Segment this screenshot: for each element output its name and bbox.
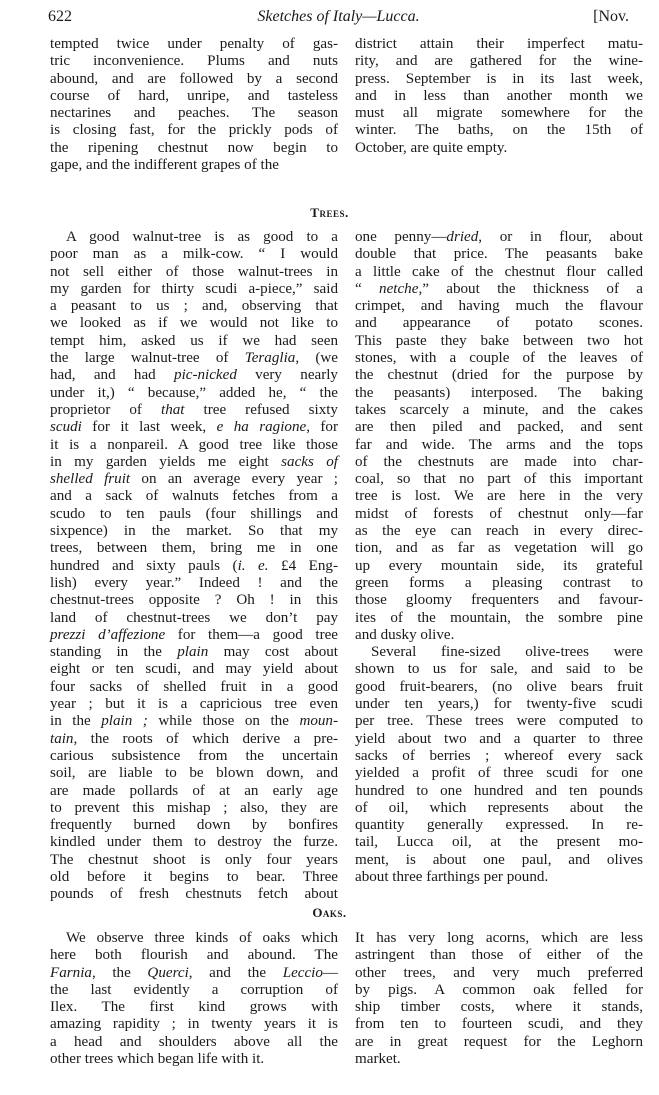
text-line: must all migrate somewhere for the [355,105,643,122]
text-line: shown to us for sale, and said to be [355,661,643,678]
text-line: amazing rapidity ; in twenty years it is [50,1016,338,1033]
text-line: trees, between them, bring me in one [50,540,338,557]
text-line: astringent than those of either of the [355,947,643,964]
text-line: and in less than another month we [355,87,643,104]
text-line: those gloomy frequenters and favour- [355,592,643,609]
text-line: the peasants) interposed. The baking [355,384,643,401]
text-line: good fruit-bearers, (no olive bears fruit [355,678,643,695]
text-line: “ netche,” about the thickness of a [355,280,643,297]
running-title: Sketches of Italy—Lucca. [257,8,420,25]
text-line: October, are quite empty. [355,139,508,156]
text-line: press. September is in its last week, [355,70,643,87]
text-line: tree is lost. We are here in the very [355,488,643,505]
text-line: are in great request for the Leghorn [355,1033,643,1050]
text-line: tempt him, asked us if we had seen [50,332,338,349]
text-line: We observe three kinds of oaks which [66,930,338,946]
text-line: tion, and as far as vegetation will go [355,540,643,557]
text-line: crimpet, and having much the flavour [355,298,643,315]
text-line: sacks of berries ; whereof every sack [355,747,643,764]
text-line: tain, the roots of which derive a pre- [50,730,338,747]
text-line: pounds of fresh chestnuts fetch about [50,886,338,903]
text-line: yield about two and a quarter to three [355,730,643,747]
text-line: other trees, and very much preferred [355,964,643,981]
text-line: here both flourish and abound. The [50,947,338,964]
text-line: we looked as if we would not like to [50,315,338,332]
text-line: under ten years,) for twenty-five scudi [355,696,643,713]
text-line: ment, is about one paul, and olives [355,851,643,868]
text-line: carious subsistence from the uncertain [50,747,338,764]
text-line: poor man as a milk-cow. “ I would [50,246,338,263]
text-line: It has very long acorns, which are less [355,930,643,946]
text-line: course of hard, unripe, and tasteless [50,87,338,104]
text-line: kindled under them to destroy the furze. [50,834,338,851]
text-line: one penny—dried, or in flour, about [355,229,643,245]
section-heading-oaks: Oaks. [312,905,347,920]
text-line: of the chestnuts are made into char- [355,453,643,470]
text-line: scudi for it last week, e ha ragione, for [50,419,339,436]
text-line: per tree. These trees were computed to [355,713,643,730]
text-line: tail, Lucca oil, at the present mo- [355,834,643,851]
text-line: and appearance of potato scones. [355,315,643,332]
text-line: about three farthings per pound. [355,868,549,885]
text-line: quantity generally expressed. In re- [355,817,643,834]
text-line: in the plain ; while those on the moun- [50,713,339,730]
text-line: Farnia, the Querci, and the Leccio— [50,964,339,981]
text-line: takes scarcely a minute, and the cakes [355,401,643,418]
issue-month: [Nov. [593,8,629,25]
page-number: 622 [48,8,72,25]
text-line: scudo to ten pauls (four shillings and [50,505,338,522]
text-line: A good walnut-tree is as good to a [66,229,338,245]
text-line: shelled fruit on an average every year ; [50,471,338,488]
text-line: a peasant to us ; and, observing that [50,298,338,315]
text-line: market. [355,1051,401,1068]
trees-left-column [50,229,338,904]
text-line: a head and shoulders above all the [50,1033,338,1050]
text-line: lish) every year.” Indeed ! and the [50,574,338,591]
text-line: land of chestnut-trees we don’t pay [50,609,338,626]
trees-right-column [355,229,643,886]
text-line: from ten to fourteen scudi, and they [355,1016,643,1033]
text-line: soil, are liable to be blown down, and [50,765,338,782]
text-line: the last evidently a corruption of [50,981,338,998]
text-line: year ; but it is a capricious tree even [50,696,338,713]
text-line: prezzi d’affezione for them—a good tree [50,626,338,643]
text-line: are then piled and packed, and sent [355,419,643,436]
text-line: four sacks of shelled fruit in a good [50,678,338,695]
text-line: rity, and are gathered for the wine- [355,53,643,70]
text-line: as the eye can reach in every direc- [355,523,643,540]
text-line: Several fine-sized olive-trees were [371,644,643,661]
text-line: in my garden yields me eight sacks of [50,453,338,470]
text-line: abound, and are followed by a second [50,70,338,87]
text-line: hundred to one hundred and ten pounds [355,782,643,799]
text-line: midst of forests of chestnut only—far [355,505,643,522]
text-line: winter. The baths, on the 15th of [355,122,643,139]
text-line: tric inconvenience. Plums and nuts [50,53,338,70]
text-line: proprietor of that tree refused sixty [50,401,338,418]
text-line: The chestnut shoot is only four years [50,851,338,868]
text-line: tempted twice under penalty of gas- [50,36,338,52]
text-line: stones, with a couple of the leaves of [355,350,643,367]
text-line: standing in the plain may cost about [50,644,338,661]
text-line: nectarines and peaches. The season [50,105,338,122]
text-line: the chestnut (dried for the purpose by [355,367,643,384]
text-line: ship timber costs, where it stands, [355,999,643,1016]
section-heading-trees: Trees. [310,205,349,220]
text-line: the large walnut-tree of Teraglia, (we [50,350,338,367]
text-line: up every mountain side, its grateful [355,557,643,574]
text-line: by pigs. A common oak felled for [355,981,643,998]
text-line: coal, so that no part of this important [355,471,643,488]
text-line: and dusky olive. [355,626,455,643]
text-line: it is a nonpareil. A good tree like those [50,436,338,453]
text-line: double that price. The peasants bake [355,246,643,263]
intro-right-column [355,36,643,157]
text-line: sixpence) in the market. So that my [50,523,338,540]
intro-left-column [50,36,338,174]
text-line: are made pollards of at an early age [50,782,338,799]
text-line: hundred and sixty pauls (i. e. £4 Eng- [50,557,338,574]
text-line: frequently burned down by bonfires [50,817,338,834]
text-line: had, and had pic-nicked very nearly [50,367,338,384]
text-line: old before it begins to bear. Three [50,868,338,885]
text-line: the ripening chestnut now begin to [50,139,338,156]
text-line: gape, and the indifferent grapes of the [50,157,279,174]
running-header [48,8,629,30]
text-line: under it,) “ because,” added he, “ the [50,384,338,401]
text-line: far and wide. The arms and the tops [355,436,643,453]
text-line: Ilex. The first kind grows with [50,999,338,1016]
oaks-left-column [50,930,338,1068]
text-line: of oil, which represents about the [355,799,643,816]
text-line: yielded a profit of three scudi for one [355,765,643,782]
text-line: not sell either of those walnut-trees in [50,263,338,280]
text-line: my garden for thirty scudi a-piece,” said [50,280,338,297]
text-line: is closing fast, for the prickly pods of [50,122,338,139]
text-line: other trees which began life with it. [50,1051,265,1068]
text-line: eight or ten scudi, and may yield about [50,661,338,678]
text-line: district attain their imperfect matu- [355,36,643,52]
text-line: chestnut-trees opposite ? Oh ! in this [50,592,338,609]
text-line: to prevent this mishap ; also, they are [50,799,338,816]
text-line: a little cake of the chestnut flour called [355,263,643,280]
oaks-right-column [355,930,643,1068]
text-line: green forms a pleasing contrast to [355,574,643,591]
text-line: ites of the mountain, the sombre pine [355,609,643,626]
text-line: and a sack of walnuts fetches from a [50,488,338,505]
text-line: This paste they bake between two hot [355,332,643,349]
